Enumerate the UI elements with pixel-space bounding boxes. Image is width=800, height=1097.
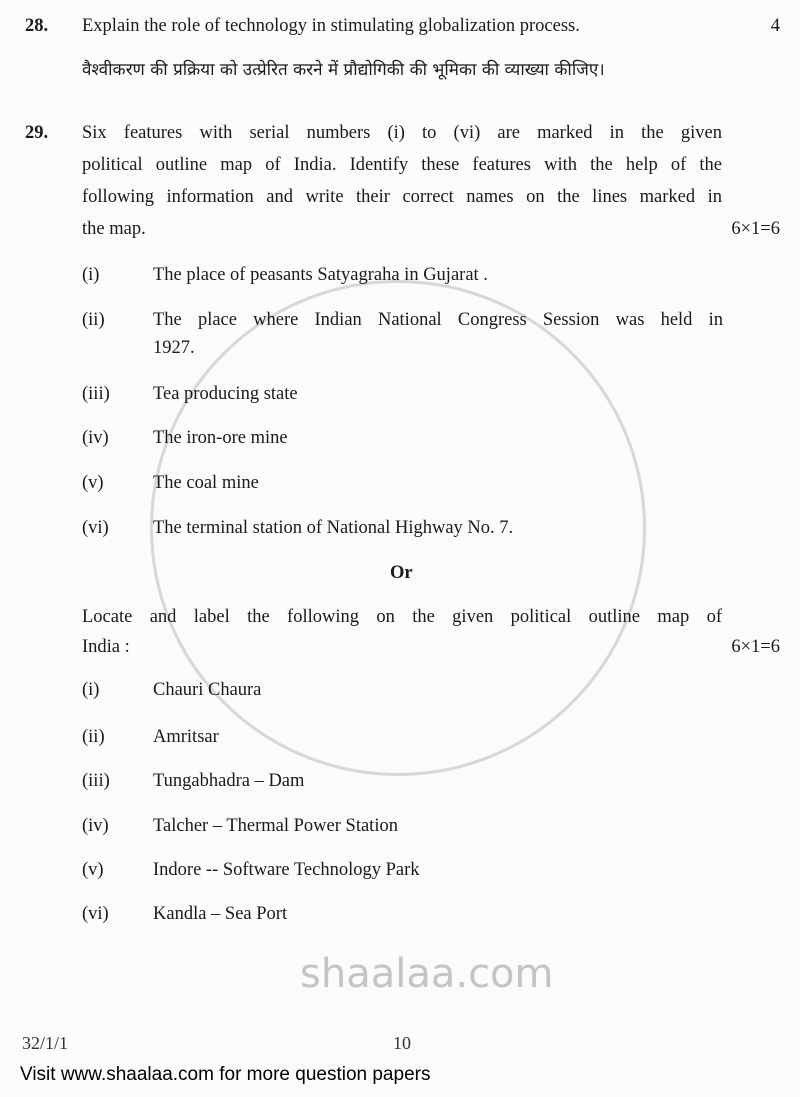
item-text: The coal mine — [153, 473, 259, 493]
alt-item-number: (vi) — [82, 904, 109, 924]
alt-item-text: Tungabhadra – Dam — [153, 771, 305, 791]
item-text: The place where Indian National Congress Session was held in — [153, 310, 723, 330]
q29-line: political outline map of India. Identify these features with the help of the — [82, 155, 722, 175]
q28-marks: 4 — [770, 16, 780, 36]
item-number: (v) — [82, 473, 104, 493]
item-number: (i) — [82, 265, 100, 285]
q29-marks: 6×1=6 — [731, 219, 780, 239]
item-text: The place of peasants Satyagraha in Gujarat . — [153, 265, 488, 285]
alt-item-number: (iii) — [82, 771, 110, 791]
q29-line: the map. — [82, 219, 146, 239]
alt-line: Locate and label the following on the given political outline map of — [82, 607, 722, 627]
alt-item-number: (ii) — [82, 727, 105, 747]
alt-item-number: (v) — [82, 860, 104, 880]
alt-item-text: Talcher – Thermal Power Station — [153, 816, 398, 836]
q29-number: 29. — [25, 123, 49, 143]
alt-item-text: Kandla – Sea Port — [153, 904, 288, 924]
q29-line: following information and write their correct names on the lines marked in — [82, 187, 722, 207]
item-number: (ii) — [82, 310, 105, 330]
item-text: The iron-ore mine — [153, 428, 288, 448]
paper-code: 32/1/1 — [22, 1033, 69, 1053]
alt-marks: 6×1=6 — [731, 637, 780, 657]
watermark-text: shaalaa.com — [300, 951, 554, 997]
or-separator: Or — [390, 563, 413, 583]
q28-text: Explain the role of technology in stimulating globalization process. — [82, 16, 580, 36]
q28-hindi: वैश्वीकरण की प्रक्रिया को उत्प्रेरित करने में प्रौद्योगिकी की भूमिका की व्याख्या कीजिए। — [82, 60, 605, 80]
alt-item-text: Chauri Chaura — [153, 680, 262, 700]
page-number: 10 — [393, 1033, 411, 1053]
alt-item-text: Indore -- Software Technology Park — [153, 860, 420, 880]
alt-item-number: (iv) — [82, 816, 109, 836]
item-text: 1927. — [153, 338, 195, 358]
item-number: (iv) — [82, 428, 109, 448]
q29-line: Six features with serial numbers (i) to (vi) are marked in the given — [82, 123, 722, 143]
alt-item-text: Amritsar — [153, 727, 219, 747]
alt-item-number: (i) — [82, 680, 100, 700]
alt-line: India : — [82, 637, 130, 657]
item-number: (vi) — [82, 518, 109, 538]
item-text: Tea producing state — [153, 384, 298, 404]
item-text: The terminal station of National Highway No. 7. — [153, 518, 514, 538]
q28-number: 28. — [25, 16, 49, 36]
item-number: (iii) — [82, 384, 110, 404]
visit-link[interactable]: Visit www.shaalaa.com for more question papers — [20, 1064, 431, 1085]
